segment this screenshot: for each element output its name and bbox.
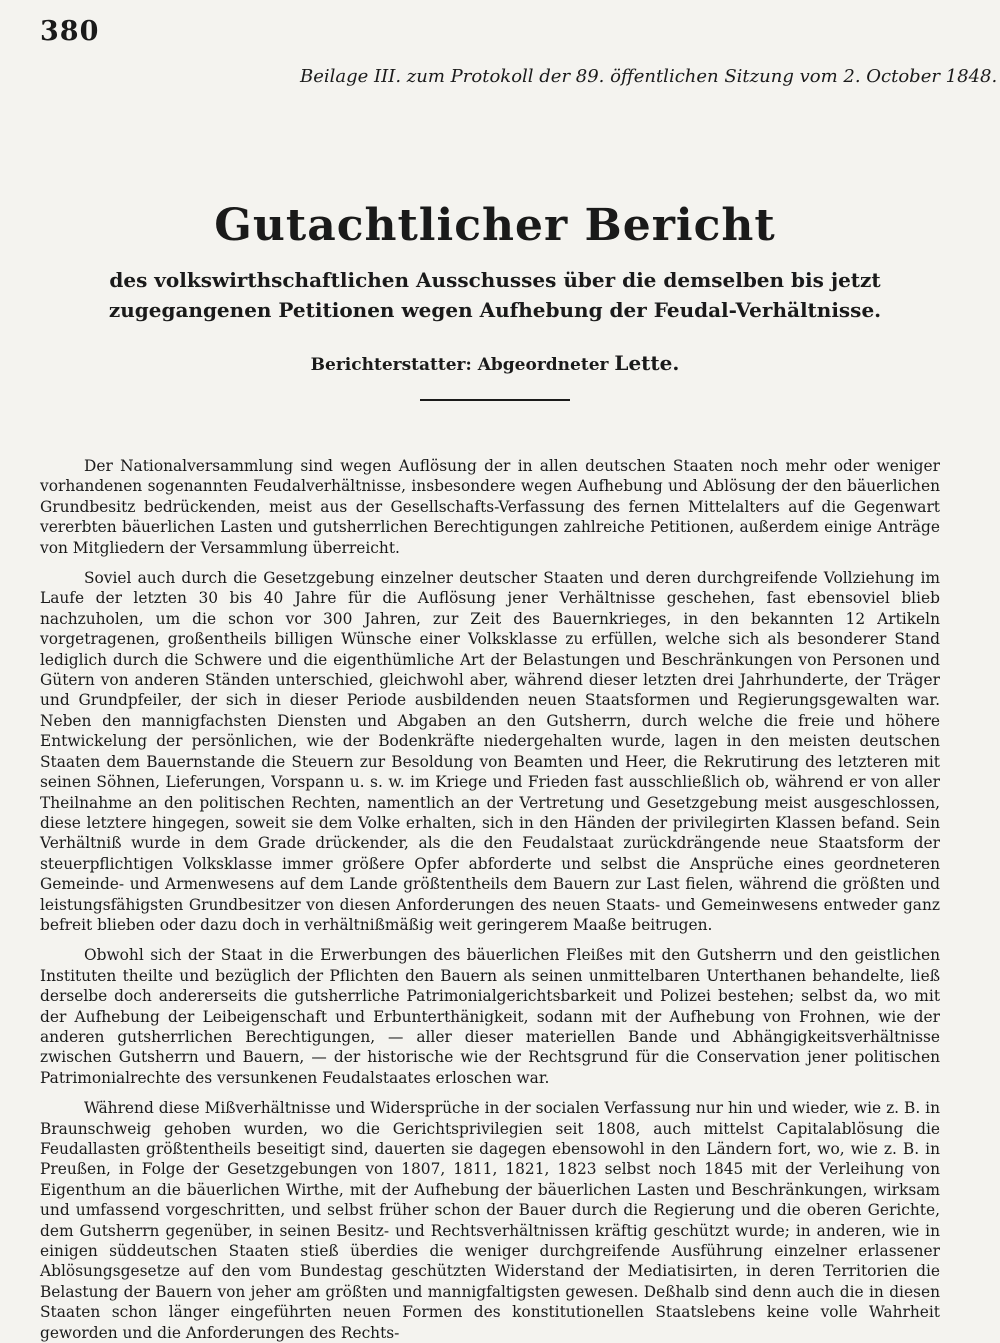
paragraph-3: Obwohl sich der Staat in die Erwerbungen des bäuerlichen Fleißes mit den Gutsherrn und den geistlichen Instituten theilte und bezüglich der Pflichten den Bauern als seinen unmittelbaren Unterthanen behandelte, ließ derselbe doch andererseits die gutsherrliche Patrimonialgerichtsbarkeit und Polizei bestehen; selbst da, wo mit der Aufhebung der Leibeigenschaft und Erbunterthänigkeit, sodann mit der Aufhebung von Frohnen, wie der anderen gutsherrlichen Berechtigungen, — aller dieser materiellen Bande und Abhängigkeitsverhältnisse zwischen Gutsherrn und Bauern, — der historische wie der Rechtsgrund für die Conservation jener politischen Patrimonialrechte des versunkenen Feudalstaates erloschen war. [40, 946, 940, 1087]
paragraph-1: Der Nationalversammlung sind wegen Auflösung der in allen deutschen Staaten noch mehr oder weniger vorhandenen sogenannten Feudalverhältnisse, insbesondere wegen Aufhebung und Ablösung der den bäuerlichen Grundbesitz bedrückenden, meist aus der Gesellschafts-Verfassung des fernen Mittelalters auf die Gegenwart vererbten bäuerlichen Lasten und gutsherrlichen Berechtigungen zahlreiche Petitionen, außerdem einige Anträge von Mitgliedern der Versammlung überreicht. [40, 457, 940, 557]
reporter-name: Lette. [614, 351, 680, 375]
reporter-label: Berichterstatter: Abgeordneter [310, 355, 609, 375]
paragraph-2: Soviel auch durch die Gesetzgebung einzelner deutscher Staaten und deren durchgreifende Vollziehung im Laufe der letzten 30 bis 40 Jahre für die Auflösung jener Verhältnisse geschehen, fast ebensoviel blieb nachzuholen, um die schon vor 300 Jahren, zur Zeit des Bauernkrieges, in den bekannten 12 Artikeln vorgetragenen, großentheils billigen Wünsche einer Volksklasse zu erfüllen, welche sich als besonderer Stand lediglich durch die Schwere und die eigenthümliche Art der Belastungen und Beschränkungen von Personen und Gütern von anderen Ständen unterschied, gleichwohl aber, während dieser letzten drei Jahrhunderte, der Träger und Grundpfeiler, der sich in dieser Periode ausbildenden neuen Staatsformen und Regierungsgewalten war. Neben den mannigfachsten Diensten und Abgaben an den Gutsherrn, durch welche die freie und höhere Entwickelung der persönlichen, wie der Bodenkräfte niedergehalten wurde, lagen in den meisten deutschen Staaten dem Bauernstande die Steuern zur Besoldung von Beamten und Heer, die Rekrutirung des letzteren mit seinen Söhnen, Lieferungen, Vorspann u. s. w. im Kriege und Frieden fast ausschließlich ob, während er von aller Theilnahme an den politischen Rechten, namentlich an der Vertretung und Gesetzgebung meist ausgeschlossen, diese letztere hingegen, soweit sie dem Volke erhalten, sich in den Händen der privilegirten Klassen befand. Sein Verhältniß wurde in dem Grade drückender, als die den Feudalstaat zurückdrängende neue Staatsform der steuerpflichtigen Volksklasse immer größere Opfer abforderte und selbst die Ansprüche eines geordneteren Gemeinde- und Armenwesens auf dem Lande größtentheils dem Bauern zur Last fielen, während die größten und leistungsfähigsten Grundbesitzer von diesen Anforderungen des neuen Staats- und Gemeinwesens entweder ganz befreit blieben oder dazu doch in verhältnißmäßig weit geringerem Maaße beitrugen. [40, 569, 940, 934]
body-text [40, 456, 940, 1343]
main-title: Gutachtlicher Bericht [214, 200, 776, 251]
title-block [50, 200, 940, 401]
page-number: 380 [40, 16, 100, 47]
running-head: Beilage III. zum Protokoll der 89. öffentlichen Sitzung vom 2. October 1848. [300, 66, 998, 87]
reporter-line [50, 351, 940, 375]
subtitle: des volkswirthschaftlichen Ausschusses über die demselben bis jetzt zugegangenen Petitionen wegen Aufhebung der Feudal-Verhältnisse. [108, 268, 882, 322]
paragraph-4: Während diese Mißverhältnisse und Widersprüche in der socialen Verfassung nur hin und wieder, wie z. B. in Braunschweig gehoben wurden, wo die Gerichtsprivilegien seit 1808, auch mittelst Capitalablösung die Feudallasten größtentheils beseitigt sind, dauerten sie dagegen ebensowohl in den Ländern fort, wo, wie z. B. in Preußen, in Folge der Gesetzgebungen von 1807, 1811, 1821, 1823 selbst noch 1845 mit der Verleihung von Eigenthum an die bäuerlichen Wirthe, mit der Aufhebung der bäuerlichen Lasten und Beschränkungen, wirksam und umfassend vorgeschritten, und selbst früher schon der Bauer durch die Regierung und die oberen Gerichte, dem Gutsherrn gegenüber, in seinen Besitz- und Rechtsverhältnissen kräftig geschützt wurde; in anderen, wie in einigen süddeutschen Staaten stieß überdies die weniger durchgreifende Ausführung einzelner erlassener Ablösungsgesetze auf den vom Bundestag geschützten Widerstand der Mediatisirten, in deren Territorien die Belastung der Bauern von jeher am größten und mannigfaltigsten gewesen. Deßhalb sind denn auch die in diesen Staaten schon länger eingeführten neuen Formen des konstitutionellen Staatslebens keine volle Wahrheit geworden und die Anforderungen des Rechts- [40, 1099, 940, 1342]
title-divider [420, 399, 570, 401]
